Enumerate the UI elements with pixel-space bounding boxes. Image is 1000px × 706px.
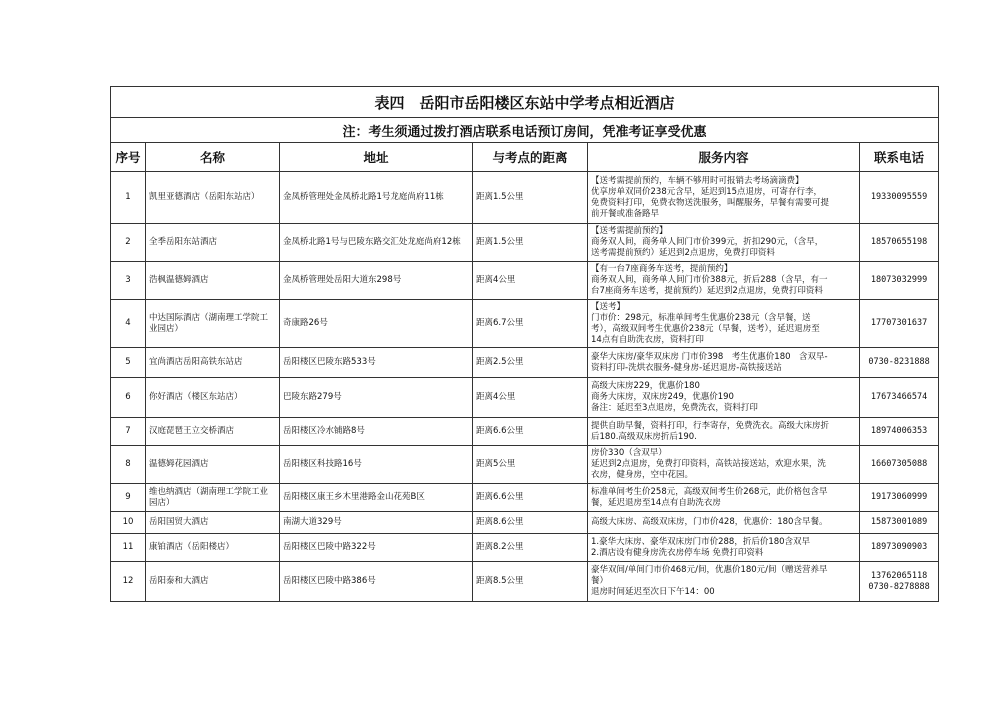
row-service: 【送考需提前预约】 商务双人间，商务单人间门市价399元，折扣290元，（含早， 送考需提前预约）延迟到2点退房，免费打印资料 [588,224,860,262]
header-address: 地址 [280,143,473,172]
row-address: 岳阳楼区冷水铺路8号 [280,418,473,446]
table-row [111,378,939,418]
row-phone: 18570655198 [860,224,939,262]
row-service: 高级大床房、高级双床房，门市价428，优惠价：180含早餐。 [588,512,860,534]
row-distance: 距离1.5公里 [473,172,588,224]
hotel-table [110,86,939,602]
row-address: 金凤桥北路1号与巴陵东路交汇处龙庭尚府12栋 [280,224,473,262]
row-phone: 19173060999 [860,484,939,512]
row-service: 豪华大床房/豪华双床房 门市价398 考生优惠价180 含双早- 资料打印-洗烘衣服务-健身房-延迟退房-高铁接送站 [588,348,860,378]
row-index: 7 [111,418,146,446]
row-service: 标准单间考生价258元，高级双间考生价268元，此价格包含早 餐，延迟退房至14点有自助洗衣房 [588,484,860,512]
table-row [111,418,939,446]
row-phone: 17673466574 [860,378,939,418]
row-phone: 0730-8231888 [860,348,939,378]
table-row [111,484,939,512]
row-index: 8 [111,446,146,484]
row-index: 2 [111,224,146,262]
row-service: 房价330（含双早） 延迟到2点退房，免费打印资料，高铁站接送站，欢迎水果，洗 衣房，健身房，空中花园。 [588,446,860,484]
row-address: 南湖大道329号 [280,512,473,534]
row-phone: 13762065118 0730-8278888 [860,562,939,602]
table-body [111,172,939,602]
row-index: 9 [111,484,146,512]
header-index: 序号 [111,143,146,172]
row-hotel-name: 温德姆花园酒店 [146,446,280,484]
row-phone: 18073032999 [860,262,939,300]
row-distance: 距离8.2公里 [473,534,588,562]
table-row [111,300,939,348]
row-hotel-name: 你好酒店（楼区东站店） [146,378,280,418]
row-distance: 距离1.5公里 [473,224,588,262]
row-hotel-name: 岳阳国贸大酒店 [146,512,280,534]
row-hotel-name: 宜尚酒店岳阳高铁东站店 [146,348,280,378]
row-address: 金凤桥管理处金凤桥北路1号龙庭尚府11栋 [280,172,473,224]
row-phone: 18974006353 [860,418,939,446]
row-address: 岳阳楼区巴陵东路533号 [280,348,473,378]
row-phone: 17707301637 [860,300,939,348]
row-index: 12 [111,562,146,602]
row-service: 【送考需提前预约，车辆不够用时可报销去考场滴滴费】 优享房单双同价238元含早，延迟到15点退房，可寄存行李， 免费资料打印，免费衣物送洗服务，叫醒服务，早餐有需要可提 前开餐或准备路早 [588,172,860,224]
header-name: 名称 [146,143,280,172]
row-distance: 距离6.7公里 [473,300,588,348]
row-phone: 19330095559 [860,172,939,224]
row-address: 奇康路26号 [280,300,473,348]
row-index: 3 [111,262,146,300]
table-row [111,512,939,534]
table-row [111,172,939,224]
hotel-table-sheet [110,86,938,602]
row-address: 巴陵东路279号 [280,378,473,418]
row-address: 岳阳楼区康王乡木里港路金山花苑B区 [280,484,473,512]
row-address: 岳阳楼区巴陵中路322号 [280,534,473,562]
row-phone: 16607305088 [860,446,939,484]
table-row [111,262,939,300]
table-row [111,534,939,562]
table-row [111,348,939,378]
row-distance: 距离4公里 [473,378,588,418]
row-distance: 距离5公里 [473,446,588,484]
row-index: 1 [111,172,146,224]
row-address: 岳阳楼区巴陵中路386号 [280,562,473,602]
row-phone: 18973090903 [860,534,939,562]
table-row [111,562,939,602]
header-distance: 与考点的距离 [473,143,588,172]
row-hotel-name: 浩枫温德姆酒店 [146,262,280,300]
row-distance: 距离8.5公里 [473,562,588,602]
row-distance: 距离4公里 [473,262,588,300]
row-index: 11 [111,534,146,562]
row-service: 【送考】 门市价：298元，标准单间考生优惠价238元（含早餐，送 考），高级双间考生优惠价238元（早餐，送考），延迟退房至 14点有自助洗衣房，资料打印 [588,300,860,348]
row-distance: 距离8.6公里 [473,512,588,534]
row-hotel-name: 岳阳泰和大酒店 [146,562,280,602]
row-service: 【有一台7座商务车送考，提前预约】 商务双人间，商务单人间门市价388元，折后288（含早，有一 台7座商务车送考，提前预约）延迟到2点退房，免费打印资料 [588,262,860,300]
header-row [111,143,939,172]
row-hotel-name: 凯里亚德酒店（岳阳东站店） [146,172,280,224]
header-phone: 联系电话 [860,143,939,172]
row-phone: 15873001089 [860,512,939,534]
row-hotel-name: 汉庭琵琶王立交桥酒店 [146,418,280,446]
header-service: 服务内容 [588,143,860,172]
table-row [111,446,939,484]
row-distance: 距离6.6公里 [473,484,588,512]
row-index: 6 [111,378,146,418]
row-hotel-name: 康铂酒店（岳阳楼店） [146,534,280,562]
row-hotel-name: 全季岳阳东站酒店 [146,224,280,262]
row-address: 岳阳楼区科技路16号 [280,446,473,484]
row-service: 豪华双间/单间门市价468元/间，优惠价180元/间（赠送营养早 餐） 退房时间延迟至次日下午14：00 [588,562,860,602]
row-service: 1.豪华大床房、豪华双床房门市价288，折后价180含双早 2.酒店设有健身房洗衣房停车场 免费打印资料 [588,534,860,562]
row-hotel-name: 维也纳酒店（湖南理工学院工业园店） [146,484,280,512]
row-index: 5 [111,348,146,378]
row-address: 金凤桥管理处岳阳大道东298号 [280,262,473,300]
row-distance: 距离2.5公里 [473,348,588,378]
row-hotel-name: 中达国际酒店（湖南理工学院工业园店） [146,300,280,348]
row-distance: 距离6.6公里 [473,418,588,446]
row-index: 4 [111,300,146,348]
table-note: 注：考生须通过拨打酒店联系电话预订房间，凭准考证享受优惠 [111,118,939,143]
row-service: 高级大床房229，优惠价180 商务大床房，双床房249，优惠价190 备注：延迟至3点退房，免费洗衣，资料打印 [588,378,860,418]
table-title: 表四 岳阳市岳阳楼区东站中学考点相近酒店 [111,87,939,118]
table-row [111,224,939,262]
row-index: 10 [111,512,146,534]
row-service: 提供自助早餐，资料打印，行李寄存，免费洗衣。高级大床房折 后180.高级双床房折后190. [588,418,860,446]
